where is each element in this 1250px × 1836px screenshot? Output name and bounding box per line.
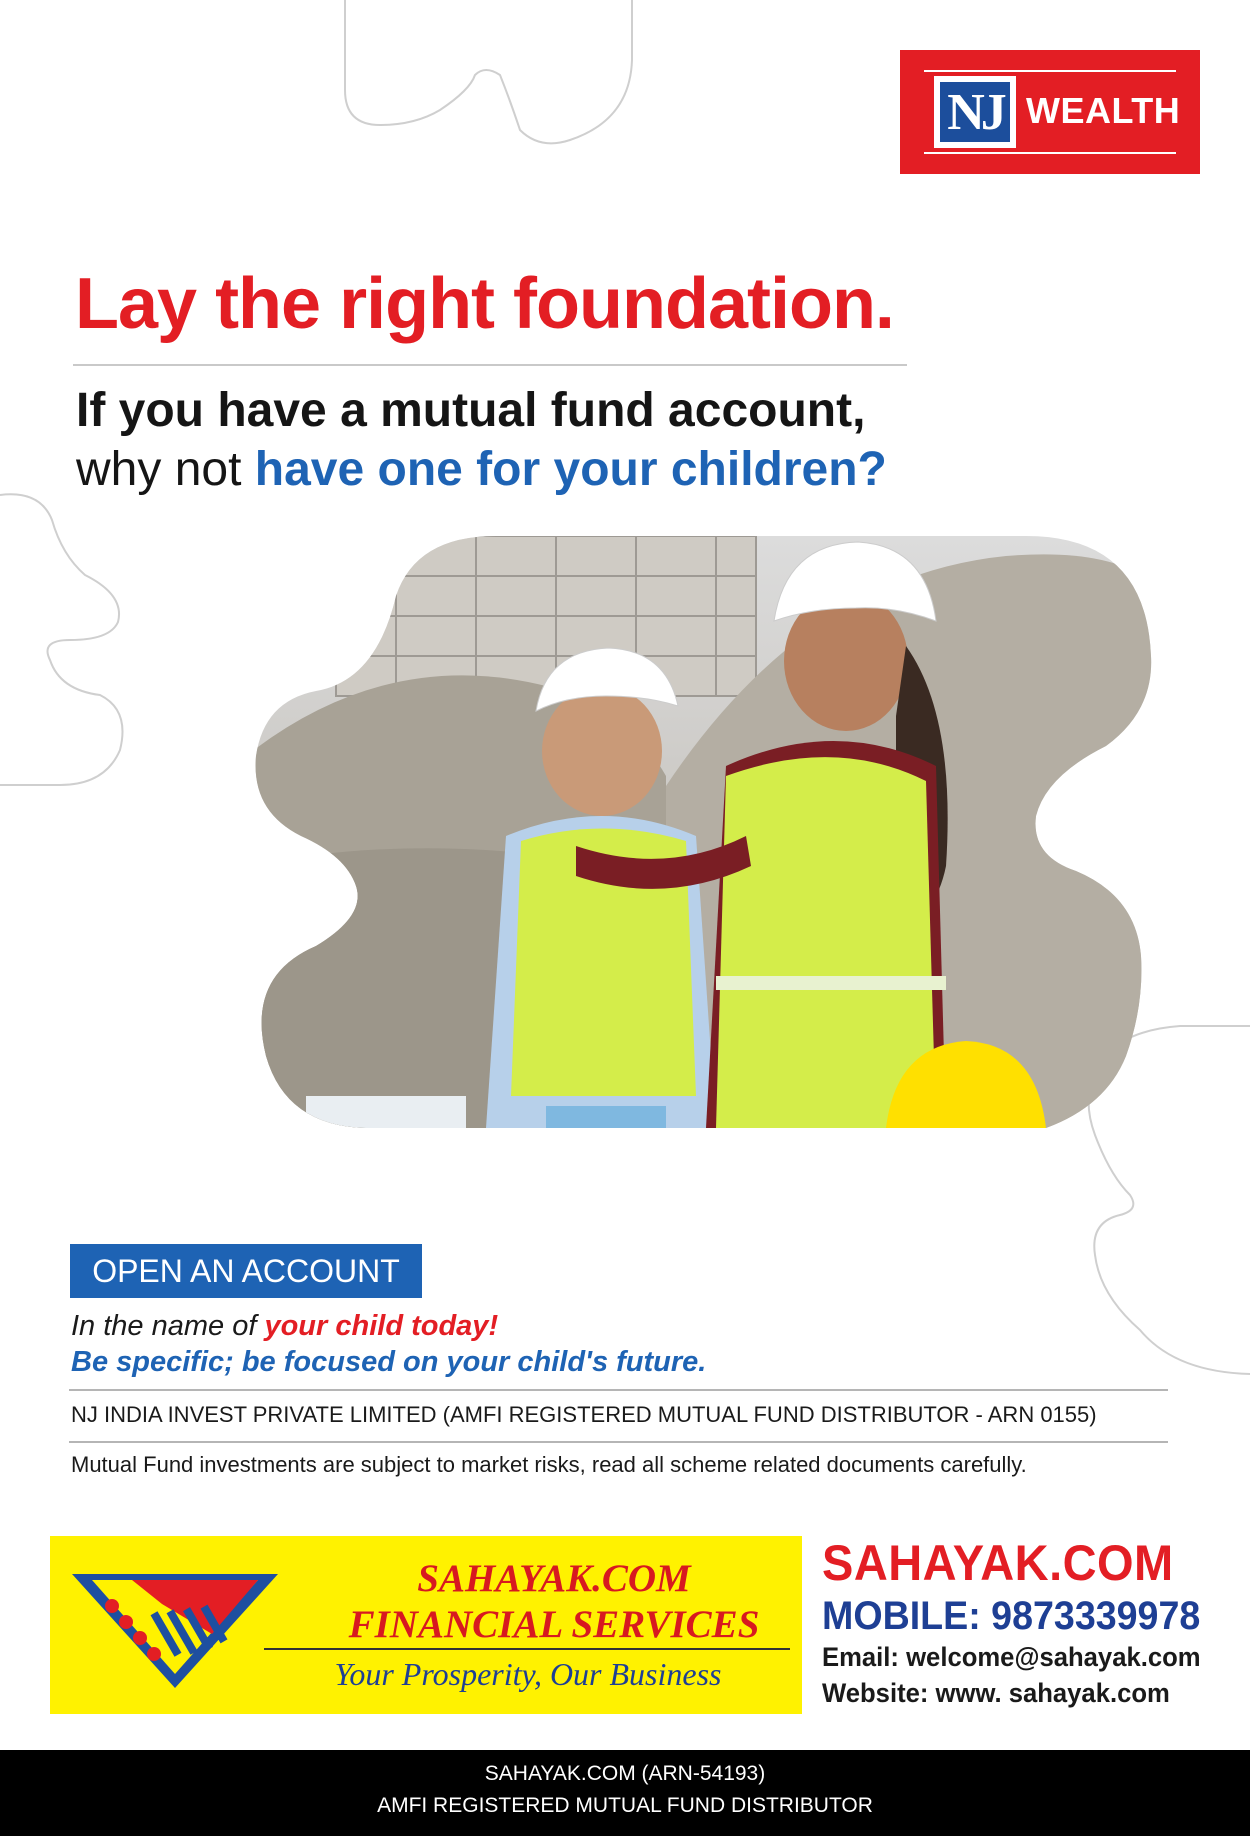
sahayak-banner-rule [264,1648,790,1650]
logo-mark-letters: NJ [940,82,1010,142]
disclaimer-text: Mutual Fund investments are subject to market risks, read all scheme related documents carefully. [71,1452,1027,1477]
footer-arn: SAHAYAK.COM (ARN-54193) [484,1762,766,1785]
nj-logo-mark-icon [934,76,1016,148]
open-account-button[interactable]: OPEN AN ACCOUNT [70,1244,422,1298]
info-divider-top [69,1389,1168,1391]
tagline-plain: In the name of [71,1310,265,1342]
info-divider-middle [69,1441,1168,1443]
subhead-line-1: If you have a mutual fund account, [76,384,866,437]
footer-amfi: AMFI REGISTERED MUTUAL FUND DISTRIBUTOR [377,1794,873,1817]
footer-bar [0,1750,1250,1836]
logo-top-rule [924,70,1176,72]
sahayak-tagline: Your Prosperity, Our Business [334,1656,722,1692]
contact-mobile[interactable]: MOBILE: 9873339978 [822,1594,1201,1638]
sahayak-name-line-1: SAHAYAK.COM [417,1557,691,1600]
headline: Lay the right foundation. [75,264,894,344]
sahayak-banner [50,1536,802,1714]
distributor-text: NJ INDIA INVEST PRIVATE LIMITED (AMFI REGISTERED MUTUAL FUND DISTRIBUTOR - ARN 0155) [71,1402,1097,1427]
contact-email[interactable]: Email: welcome@sahayak.com [822,1642,1201,1672]
handshake-logo-icon [72,1564,278,1688]
subhead-line-2 [76,441,887,499]
sahayak-name-line-2: FINANCIAL SERVICES [348,1603,760,1646]
contact-website[interactable]: Website: www. sahayak.com [822,1678,1170,1708]
subhead-line-2-plain: why not [76,443,255,496]
subhead-line-2-emphasis: have one for your children? [254,443,887,496]
tagline-emphasis: your child today! [264,1310,499,1342]
children-construction-photo [246,536,1166,1128]
tagline-line-2: Be specific; be focused on your child's future. [71,1346,707,1378]
headline-divider [73,364,907,366]
nj-wealth-logo [900,50,1200,174]
tagline-line-1 [71,1310,498,1343]
logo-bottom-rule [924,152,1176,154]
contact-company-name: SAHAYAK.COM [822,1535,1174,1591]
logo-text: WEALTH [1026,90,1181,131]
